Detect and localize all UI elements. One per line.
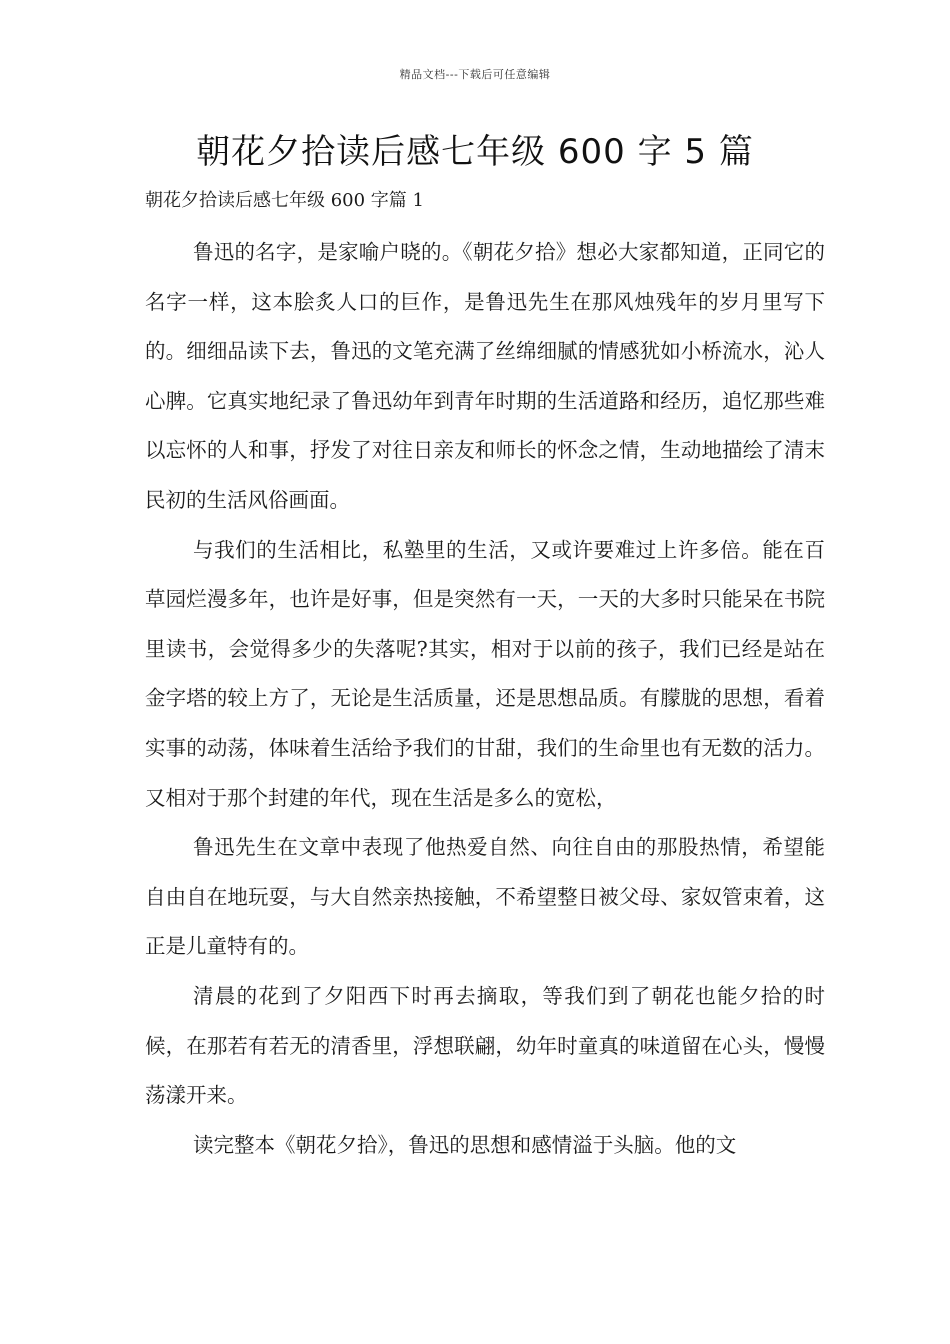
body-text: [145, 228, 825, 1170]
paragraph: 鲁迅的名字，是家喻户晓的。《朝花夕拾》想必大家都知道，正同它的名字一样，这本脍炙人口的巨作，是鲁迅先生在那风烛残年的岁月里写下的。细细品读下去，鲁迅的文笔充满了丝绵细腻的情感犹如小桥流水，沁人心脾。它真实地纪录了鲁迅幼年到青年时期的生活道路和经历，追忆那些难以忘怀的人和事，抒发了对往日亲友和师长的怀念之情，生动地描绘了清末民初的生活风俗画面。: [145, 240, 825, 512]
header-note: 精品文档---下载后可任意编辑: [399, 68, 551, 81]
paragraph: 鲁迅先生在文章中表现了他热爱自然、向往自由的那股热情，希望能自由自在地玩耍，与大自然亲热接触，不希望整日被父母、家奴管束着，这正是儿童特有的。: [145, 835, 825, 959]
document-title: 朝花夕拾读后感七年级 600 字 5 篇: [196, 132, 754, 172]
section-subtitle: 朝花夕拾读后感七年级 600 字篇 1: [145, 190, 424, 211]
paragraph: 读完整本《朝花夕拾》，鲁迅的思想和感情溢于头脑。他的文: [193, 1132, 737, 1157]
paragraph: 与我们的生活相比，私塾里的生活，又或许要难过上许多倍。能在百草园烂漫多年，也许是好事，但是突然有一天，一天的大多时只能呆在书院里读书，会觉得多少的失落呢?其实，相对于以前的孩子，我们已经是站在金字塔的较上方了，无论是生活质量，还是思想品质。有朦胧的思想，看着实事的动荡，体味着生活给予我们的甘甜，我们的生命里也有无数的活力。又相对于那个封建的年代，现在生活是多么的宽松，: [145, 537, 825, 810]
paragraph: 清晨的花到了夕阳西下时再去摘取，等我们到了朝花也能夕拾的时候，在那若有若无的清香里，浮想联翩，幼年时童真的味道留在心头，慢慢荡漾开来。: [145, 983, 825, 1108]
